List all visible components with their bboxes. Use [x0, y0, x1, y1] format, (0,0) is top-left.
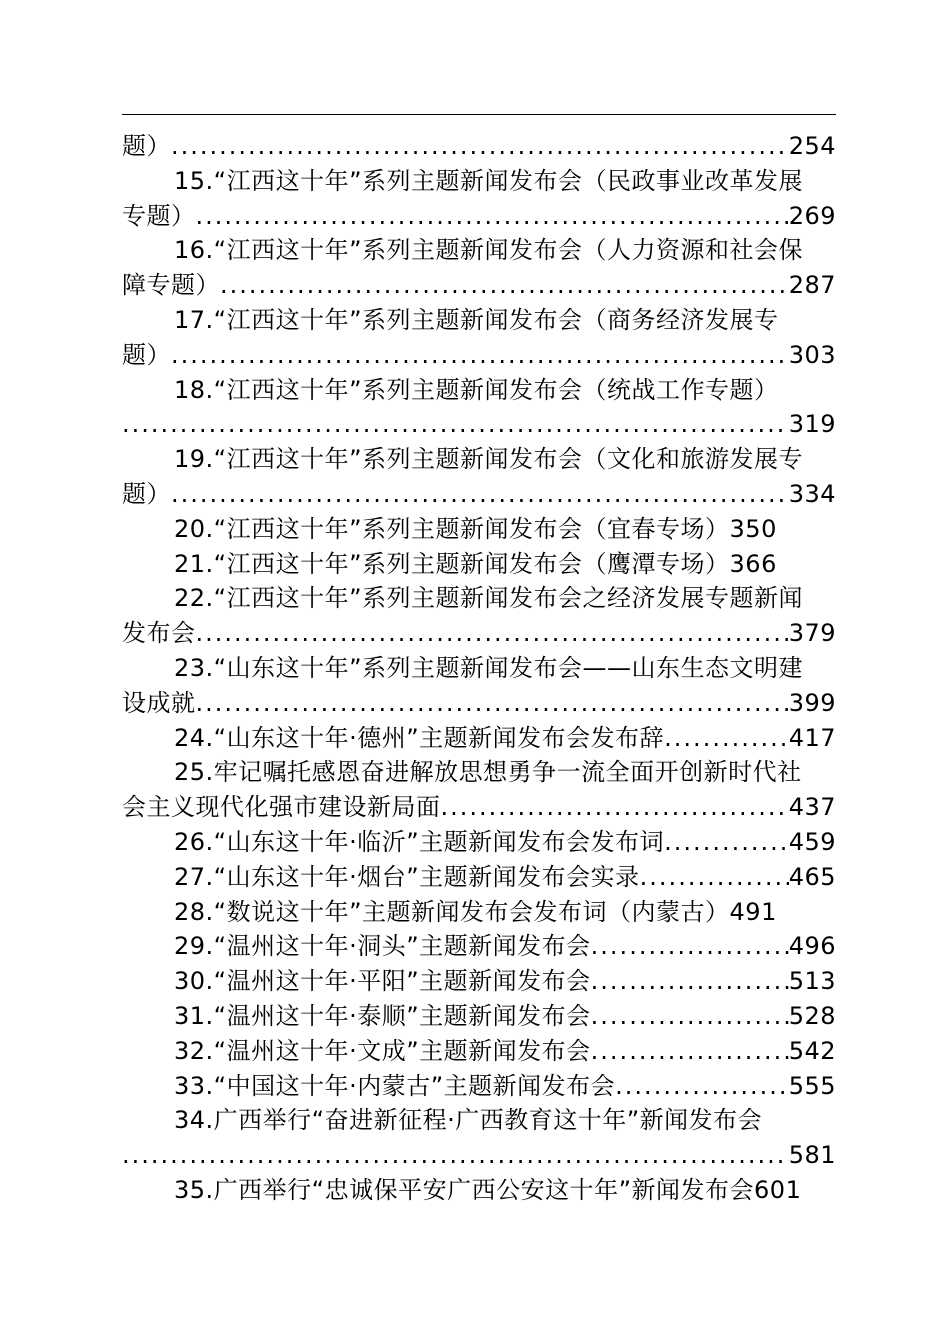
- page-number: 528: [788, 1001, 836, 1030]
- toc-entry-18[interactable]: 18.“江西这十年”系列主题新闻发布会（统战工作专题）: [174, 375, 779, 404]
- leader-dots: [196, 686, 789, 721]
- page-number: 319: [788, 410, 836, 439]
- leader-dots: [171, 338, 789, 373]
- toc-entry-27[interactable]: 27.“山东这十年·烟台”主题新闻发布会实录 ..... 465: [122, 860, 836, 895]
- page-number: 465: [788, 862, 836, 891]
- leader-dots: [171, 477, 789, 512]
- leader-dots: [122, 407, 789, 442]
- toc-entry-20[interactable]: 20.“江西这十年”系列主题新闻发布会（宜春专场）350: [174, 514, 777, 543]
- leader-dots: [591, 1034, 789, 1069]
- page-number: 555: [788, 1071, 836, 1100]
- toc-entry-16[interactable]: 16.“江西这十年”系列主题新闻发布会（人力资源和社会保: [174, 236, 804, 265]
- toc-line: 题） ..... 303: [122, 338, 836, 373]
- toc-line: 障专题） ..... 287: [122, 268, 836, 303]
- toc-entry-17[interactable]: 17.“江西这十年”系列主题新闻发布会（商务经济发展专: [174, 305, 779, 334]
- page-number: 269: [788, 201, 836, 230]
- leader-dots: [664, 721, 789, 756]
- toc-entry-33[interactable]: 33.“中国这十年·内蒙古”主题新闻发布会 ..... 555: [122, 1069, 836, 1104]
- toc-line: [122, 407, 836, 442]
- toc-line: 专题） ..... 269: [122, 199, 836, 234]
- header-rule: [122, 114, 836, 115]
- toc-line: 设成就 ..... 399: [122, 686, 836, 721]
- toc-entry-28[interactable]: 28.“数说这十年”主题新闻发布会发布词（内蒙古）491: [174, 897, 777, 926]
- leader-dots: [591, 999, 789, 1034]
- page-number: 303: [788, 340, 836, 369]
- toc-entry-29[interactable]: 29.“温州这十年·洞头”主题新闻发布会 ..... 496: [122, 929, 836, 964]
- toc-entry-35[interactable]: 35.广西举行“忠诚保平安广西公安这十年”新闻发布会601: [174, 1175, 802, 1204]
- leader-dots: [196, 616, 789, 651]
- leader-dots: [171, 129, 789, 164]
- page-number: 437: [788, 793, 836, 822]
- page-number: 542: [788, 1036, 836, 1065]
- toc-line: 发布会 ..... 379: [122, 616, 836, 651]
- page-number: 459: [788, 827, 836, 856]
- toc-line: 题） ..... 254: [122, 129, 836, 164]
- leader-dots: [196, 199, 789, 234]
- toc-entry-25[interactable]: 25.牢记嘱托感恩奋进解放思想勇争一流全面开创新时代社: [174, 758, 802, 787]
- toc-entry-30[interactable]: 30.“温州这十年·平阳”主题新闻发布会 ..... 513: [122, 964, 836, 999]
- toc-line: 题） ..... 334: [122, 477, 836, 512]
- page-number: 496: [788, 932, 836, 961]
- toc-entry-34[interactable]: 34.广西举行“奋进新征程·广西教育这十年”新闻发布会: [174, 1106, 763, 1135]
- page-number: 417: [788, 723, 836, 752]
- leader-dots: [591, 929, 789, 964]
- toc-entry-21[interactable]: 21.“江西这十年”系列主题新闻发布会（鹰潭专场）366: [174, 549, 777, 578]
- leader-dots: [441, 790, 789, 825]
- leader-dots: [122, 1138, 789, 1173]
- toc-entry-26[interactable]: 26.“山东这十年·临沂”主题新闻发布会发布词 ..... 459: [122, 825, 836, 860]
- toc-entry-23[interactable]: 23.“山东这十年”系列主题新闻发布会——山东生态文明建: [174, 653, 804, 682]
- toc-entry-32[interactable]: 32.“温州这十年·文成”主题新闻发布会 ..... 542: [122, 1034, 836, 1069]
- page-number: 399: [788, 688, 836, 717]
- toc-entry-24[interactable]: 24.“山东这十年·德州”主题新闻发布会发布辞 ..... 417: [122, 721, 836, 756]
- page-number: 334: [788, 479, 836, 508]
- page-number: 379: [788, 619, 836, 648]
- leader-dots: [640, 860, 789, 895]
- leader-dots: [615, 1069, 789, 1104]
- page-number: 287: [788, 271, 836, 300]
- leader-dots: [591, 964, 789, 999]
- page-number: 513: [788, 967, 836, 996]
- leader-dots: [220, 268, 789, 303]
- toc-entry-31[interactable]: 31.“温州这十年·泰顺”主题新闻发布会 ..... 528: [122, 999, 836, 1034]
- toc-entry-19[interactable]: 19.“江西这十年”系列主题新闻发布会（文化和旅游发展专: [174, 445, 804, 474]
- toc-entry-15[interactable]: 15.“江西这十年”系列主题新闻发布会（民政事业改革发展: [174, 166, 804, 195]
- toc-entry-22[interactable]: 22.“江西这十年”系列主题新闻发布会之经济发展专题新闻: [174, 584, 804, 613]
- page-number: 581: [788, 1141, 836, 1170]
- table-of-contents: [122, 129, 836, 1208]
- toc-line: [122, 1138, 836, 1173]
- leader-dots: [664, 825, 789, 860]
- toc-line: 会主义现代化强市建设新局面 ..... 437: [122, 790, 836, 825]
